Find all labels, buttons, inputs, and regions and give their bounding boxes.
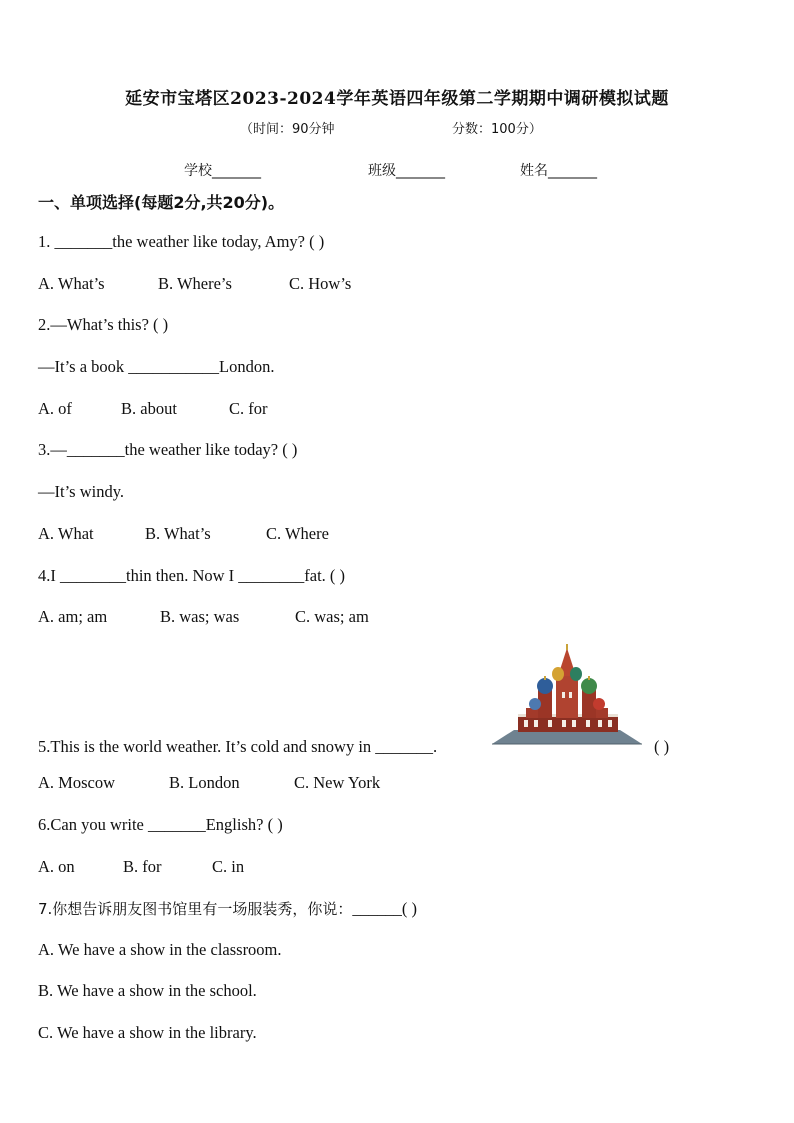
question-3-stem: 3.—_______the weather like today? ( ) bbox=[38, 440, 298, 459]
option-b: B. about bbox=[121, 399, 177, 418]
question-1-options bbox=[38, 274, 351, 294]
exam-time: （时间：90分钟 bbox=[240, 122, 335, 137]
question-1-stem: 1. _______the weather like today, Amy? ( ) bbox=[38, 232, 325, 251]
question-5-answer-bracket: ( ) bbox=[654, 737, 670, 756]
option-c: C. New York bbox=[294, 773, 381, 792]
question-7-prompt: 7.你想告诉朋友图书馆里有一场服装秀，你说： bbox=[38, 900, 353, 918]
section-heading: 一、单项选择(每题2分,共20分)。 bbox=[38, 193, 285, 212]
question-4-stem: 4.I ________thin then. Now I ________fat. ( ) bbox=[38, 566, 346, 585]
question-6-stem: 6.Can you write _______English? ( ) bbox=[38, 815, 283, 834]
question-6-options bbox=[38, 857, 244, 877]
option-b: B. was; was bbox=[160, 607, 240, 626]
option-a: A. What bbox=[38, 524, 94, 543]
option-a: A. What’s bbox=[38, 274, 105, 293]
question-7-option-b: B. We have a show in the school. bbox=[38, 981, 257, 1000]
option-b: B. London bbox=[169, 773, 240, 792]
class-field: 班级_______ bbox=[368, 163, 445, 179]
option-a: A. of bbox=[38, 399, 72, 418]
option-c: C. for bbox=[229, 399, 268, 418]
option-c: C. was; am bbox=[295, 607, 369, 626]
name-field: 姓名_______ bbox=[520, 163, 597, 179]
option-b: B. What’s bbox=[145, 524, 211, 543]
page-title: 延安市宝塔区2023-2024学年英语四年级第二学期期中调研模拟试题 bbox=[125, 89, 669, 109]
question-7-option-a: A. We have a show in the classroom. bbox=[38, 940, 282, 959]
question-2-stem-line2: —It’s a book ___________London. bbox=[38, 357, 275, 376]
option-a: A. on bbox=[38, 857, 75, 876]
option-b: B. for bbox=[123, 857, 162, 876]
question-7-option-c: C. We have a show in the library. bbox=[38, 1023, 257, 1042]
question-4-options bbox=[38, 607, 369, 627]
question-7-blank: ______( ) bbox=[352, 899, 417, 918]
school-field: 学校_______ bbox=[184, 163, 261, 179]
question-3-stem-line2: —It’s windy. bbox=[38, 482, 125, 501]
option-b: B. Where’s bbox=[158, 274, 232, 293]
option-c: C. How’s bbox=[289, 274, 352, 293]
question-5-stem: 5.This is the world weather. It’s cold and snowy in _______. bbox=[38, 737, 438, 756]
question-2-stem: 2.—What’s this? ( ) bbox=[38, 315, 169, 334]
st-basils-cathedral-icon bbox=[492, 644, 642, 746]
question-5-options bbox=[38, 773, 380, 793]
option-a: A. am; am bbox=[38, 607, 108, 626]
option-a: A. Moscow bbox=[38, 773, 115, 792]
option-c: C. in bbox=[212, 857, 245, 876]
question-2-options bbox=[38, 399, 268, 419]
question-7-stem bbox=[38, 898, 417, 919]
exam-score: 分数：100分） bbox=[452, 122, 542, 137]
option-c: C. Where bbox=[266, 524, 329, 543]
question-3-options bbox=[38, 524, 329, 544]
